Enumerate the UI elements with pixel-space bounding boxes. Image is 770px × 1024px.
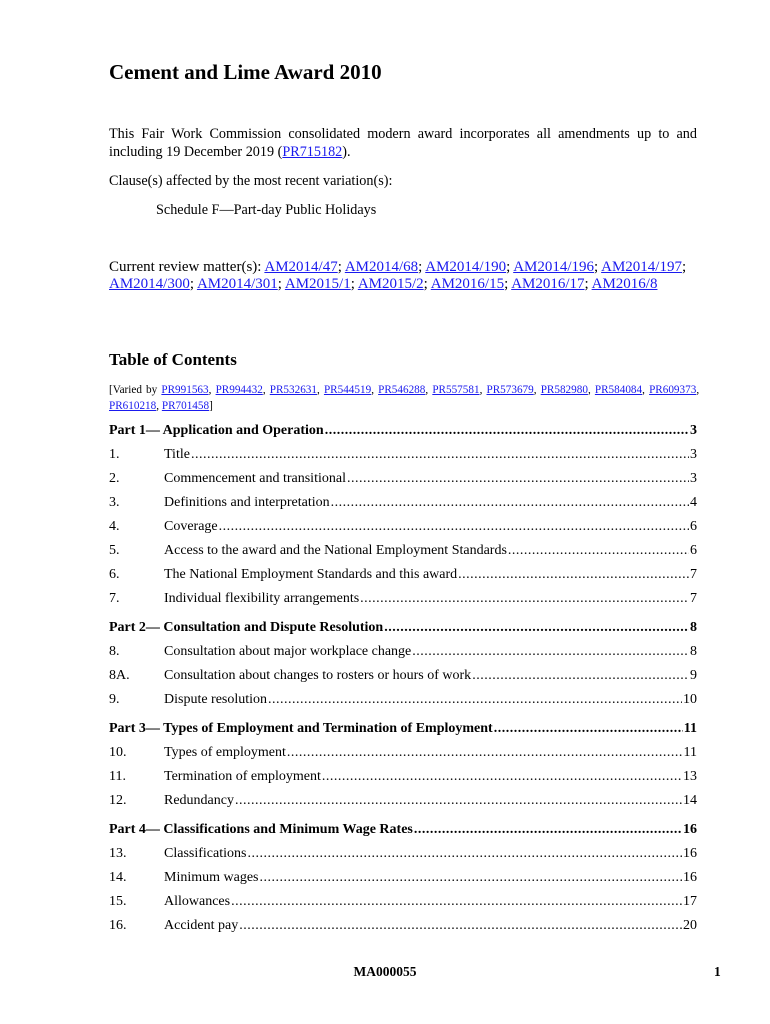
variation-separator: ,: [533, 384, 541, 396]
variation-link[interactable]: PR546288: [378, 384, 426, 396]
varied-prefix: [Varied by: [109, 384, 162, 396]
toc-dot-leader: [247, 845, 682, 863]
toc-entry-title: Commencement and transitional: [164, 471, 346, 486]
toc-entry-number: 8A.: [109, 668, 130, 683]
toc-entry-title: Dispute resolution: [164, 692, 268, 707]
review-matter-link[interactable]: AM2014/68: [344, 259, 419, 275]
intro-end: ).: [342, 144, 351, 160]
toc-entry-number: 1.: [109, 447, 120, 462]
variation-link[interactable]: PR994432: [215, 384, 263, 396]
toc-entry-number: 10.: [109, 745, 127, 760]
toc-entry-title: Access to the award and the National Employment Standards: [164, 543, 507, 558]
review-matter-separator: ;: [350, 276, 358, 292]
toc-entry-page: 3: [690, 423, 697, 438]
variation-separator: ,: [262, 384, 270, 396]
review-matter-link[interactable]: AM2015/1: [284, 276, 351, 292]
review-matter-link[interactable]: AM2016/15: [430, 276, 505, 292]
table-of-contents: [109, 0, 700, 1024]
toc-entry-page: 11: [683, 745, 697, 760]
toc-entry-number: 2.: [109, 471, 120, 486]
toc-entry-page: 8: [690, 644, 697, 659]
toc-entry-page: 6: [690, 519, 697, 534]
review-matter-link[interactable]: AM2014/197: [601, 259, 682, 275]
toc-entry-title: Consultation about major workplace change: [164, 644, 412, 659]
toc-dot-leader: [260, 869, 683, 887]
review-matter-separator: ;: [504, 276, 512, 292]
variation-separator: ,: [156, 400, 162, 412]
intro-link-pr715182[interactable]: PR715182: [282, 144, 343, 160]
toc-entry-number: 13.: [109, 846, 127, 861]
toc-entry-page: 11: [683, 721, 697, 736]
review-matter-link[interactable]: AM2014/196: [513, 259, 595, 275]
toc-entry-page: 16: [683, 870, 697, 885]
toc-part-entry[interactable]: [109, 821, 697, 839]
toc-dot-leader: [322, 768, 682, 786]
toc-dot-leader: [384, 619, 689, 637]
toc-entry-number: 11.: [109, 769, 126, 784]
review-matter-separator: ;: [584, 276, 592, 292]
variation-separator: ,: [317, 384, 324, 396]
review-matter-link[interactable]: AM2014/300: [109, 276, 190, 292]
review-matter-link[interactable]: AM2014/190: [425, 259, 507, 275]
toc-entry-page: 3: [690, 471, 697, 486]
toc-entry-title: Individual flexibility arrangements: [164, 591, 360, 606]
review-matter-separator: ;: [594, 259, 602, 275]
toc-entry-number: 12.: [109, 793, 127, 808]
variation-separator: ,: [696, 384, 700, 396]
review-matter-separator: ;: [423, 276, 431, 292]
review-matter-separator: ;: [277, 276, 285, 292]
toc-clause-entry[interactable]: [109, 845, 697, 863]
toc-entry-number: 15.: [109, 894, 127, 909]
variation-link[interactable]: PR582980: [540, 384, 588, 396]
toc-entry-page: 3: [690, 447, 697, 462]
review-matter-link[interactable]: AM2015/2: [357, 276, 424, 292]
variation-link[interactable]: PR532631: [269, 384, 317, 396]
toc-entry-page: 17: [683, 894, 697, 909]
variation-separator: ,: [371, 384, 379, 396]
toc-entry-page: 6: [690, 543, 697, 558]
toc-clause-entry[interactable]: [109, 893, 697, 911]
toc-entry-title: Coverage: [164, 519, 218, 534]
toc-entry-page: 7: [690, 567, 697, 582]
toc-heading: Table of Contents: [109, 350, 237, 369]
toc-dot-leader: [231, 893, 682, 911]
variation-separator: ,: [208, 384, 216, 396]
toc-entry-number: 14.: [109, 870, 127, 885]
toc-dot-leader: [412, 643, 689, 661]
review-matter-link[interactable]: AM2016/8: [591, 276, 658, 292]
toc-entry-page: 16: [683, 822, 697, 837]
variation-separator: ,: [642, 384, 650, 396]
toc-clause-entry[interactable]: [109, 470, 697, 488]
toc-entry-page: 8: [690, 620, 697, 635]
toc-entry-page: 4: [690, 495, 697, 510]
clause-affected-item: Schedule F—Part-day Public Holidays: [156, 202, 377, 218]
variation-link[interactable]: PR701458: [161, 400, 210, 412]
toc-entry-page: 20: [683, 918, 697, 933]
toc-entry-page: 7: [690, 591, 697, 606]
toc-entry-title: Types of employment: [164, 745, 286, 760]
clause-affected-label: Clause(s) affected by the most recent variation(s):: [109, 173, 393, 189]
review-label: Current review matter(s):: [109, 259, 265, 275]
toc-dot-leader: [494, 720, 683, 738]
toc-clause-entry[interactable]: [109, 542, 697, 560]
variation-link[interactable]: PR609373: [649, 384, 697, 396]
review-matter-link[interactable]: AM2016/17: [511, 276, 585, 292]
variation-link[interactable]: PR584084: [594, 384, 643, 396]
toc-clause-entry[interactable]: [109, 792, 697, 810]
intro-text: This Fair Work Commission consolidated modern award incorporates all amendments up to and including 19 December 2019 (: [109, 126, 697, 160]
toc-entry-number: 9.: [109, 692, 120, 707]
toc-dot-leader: [508, 542, 689, 560]
toc-entry-page: 13: [683, 769, 697, 784]
toc-clause-entry[interactable]: [109, 590, 697, 608]
toc-clause-entry[interactable]: [109, 643, 697, 661]
toc-clause-entry[interactable]: [109, 667, 697, 685]
toc-entry-title: Accident pay: [164, 918, 239, 933]
review-matter-link[interactable]: AM2014/47: [264, 259, 338, 275]
variation-separator: ,: [587, 384, 595, 396]
variation-link[interactable]: PR544519: [323, 384, 372, 396]
toc-entry-page: 16: [683, 846, 697, 861]
page-number: 1: [714, 964, 721, 979]
toc-dot-leader: [325, 422, 689, 440]
toc-clause-entry[interactable]: [109, 869, 697, 887]
toc-entry-number: 6.: [109, 567, 120, 582]
variation-separator: ,: [425, 384, 433, 396]
toc-part-entry[interactable]: [109, 619, 697, 637]
toc-dot-leader: [268, 691, 682, 709]
toc-entry-page: 10: [683, 692, 697, 707]
toc-entry-title: Consultation about changes to rosters or hours of work: [164, 668, 472, 683]
toc-clause-entry[interactable]: [109, 566, 697, 584]
toc-entry-title: The National Employment Standards and this award: [164, 567, 458, 582]
toc-dot-leader: [235, 792, 682, 810]
toc-entry-number: 4.: [109, 519, 120, 534]
toc-entry-title: Part 2— Consultation and Dispute Resolution: [109, 620, 384, 635]
toc-part-entry[interactable]: [109, 720, 697, 738]
variation-link[interactable]: PR610218: [109, 400, 157, 412]
toc-dot-leader: [239, 917, 682, 935]
review-matter-separator: ;: [681, 259, 687, 275]
review-matter-link[interactable]: AM2014/301: [196, 276, 278, 292]
variation-link[interactable]: PR991563: [161, 384, 209, 396]
toc-dot-leader: [347, 470, 689, 488]
variation-link[interactable]: PR557581: [432, 384, 480, 396]
toc-clause-entry[interactable]: [109, 446, 697, 464]
document-title: Cement and Lime Award 2010: [109, 60, 382, 84]
toc-entry-number: 3.: [109, 495, 120, 510]
toc-dot-leader: [219, 518, 689, 536]
review-matter-separator: ;: [337, 259, 345, 275]
review-matter-separator: ;: [418, 259, 426, 275]
toc-clause-entry[interactable]: [109, 744, 697, 762]
toc-entry-number: 7.: [109, 591, 120, 606]
toc-entry-number: 16.: [109, 918, 127, 933]
varied-suffix: ]: [209, 400, 213, 412]
toc-clause-entry[interactable]: [109, 518, 697, 536]
toc-entry-title: Part 4— Classifications and Minimum Wage Rates: [109, 822, 413, 837]
toc-dot-leader: [472, 667, 689, 685]
toc-entry-title: Part 1— Application and Operation: [109, 423, 324, 438]
toc-entry-title: Classifications: [164, 846, 247, 861]
toc-clause-entry[interactable]: [109, 917, 697, 935]
toc-part-entry[interactable]: [109, 422, 697, 440]
toc-clause-entry[interactable]: [109, 494, 697, 512]
variation-separator: ,: [479, 384, 487, 396]
toc-dot-leader: [287, 744, 683, 762]
toc-dot-leader: [191, 446, 689, 464]
toc-dot-leader: [331, 494, 689, 512]
toc-dot-leader: [458, 566, 689, 584]
toc-entry-title: Minimum wages: [164, 870, 259, 885]
variation-link[interactable]: PR573679: [486, 384, 534, 396]
toc-entry-title: Title: [164, 447, 190, 462]
toc-dot-leader: [360, 590, 689, 608]
toc-entry-title: Redundancy: [164, 793, 234, 808]
toc-clause-entry[interactable]: [109, 691, 697, 709]
toc-entry-page: 9: [690, 668, 697, 683]
toc-entry-number: 8.: [109, 644, 120, 659]
review-matter-separator: ;: [189, 276, 197, 292]
toc-entry-title: Definitions and interpretation: [164, 495, 330, 510]
review-matter-separator: ;: [506, 259, 514, 275]
toc-entry-number: 5.: [109, 543, 120, 558]
award-code: MA000055: [353, 964, 417, 979]
toc-dot-leader: [414, 821, 682, 839]
toc-entry-title: Part 3— Types of Employment and Termination of Employment: [109, 721, 493, 736]
toc-clause-entry[interactable]: [109, 768, 697, 786]
toc-entry-page: 14: [683, 793, 697, 808]
toc-entry-title: Allowances: [164, 894, 231, 909]
toc-entry-title: Termination of employment: [164, 769, 321, 784]
